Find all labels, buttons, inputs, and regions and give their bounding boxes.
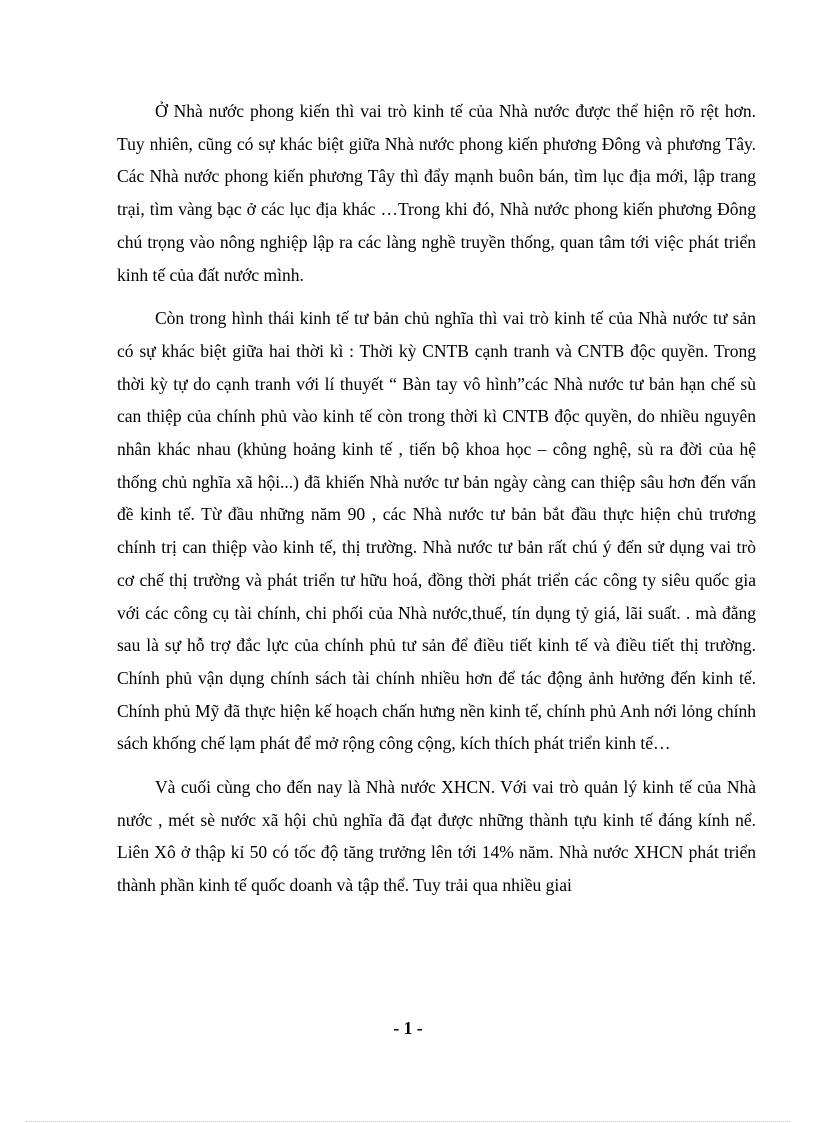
body-text [117, 95, 756, 913]
paragraph-feudal-state: Ở Nhà nước phong kiến thì vai trò kinh tế của Nhà nước được thể hiện rõ rệt hơn. Tuy nhiên, cũng có sự khác biệt giữa Nhà nước phong kiến phương Đông và phương Tây. Các Nhà nước phong kiến phương Tây thì đẩy mạnh buôn bán, tìm lục địa mới, lập trang trại, tìm vàng bạc ở các lục địa khác …Trong khi đó, Nhà nước phong kiến phương Đông chú trọng vào nông nghiệp lập ra các làng nghề truyền thống, quan tâm tới việc phát triển kinh tế của đất nước mình. [117, 101, 756, 285]
paragraph-capitalist-state: Còn trong hình thái kinh tế tư bản chủ nghĩa thì vai trò kinh tế của Nhà nước tư sản có sự khác biệt giữa hai thời kì : Thời kỳ CNTB cạnh tranh và CNTB độc quyền. Trong thời kỳ tự do cạnh tranh với lí thuyết “ Bàn tay vô hình”các Nhà nước tư bản hạn chế sù can thiệp của chính phủ vào kinh tế còn trong thời kì CNTB độc quyền, do nhiều nguyên nhân khác nhau (khủng hoảng kinh tế , tiến bộ khoa học – công nghệ, sù ra đời của hệ thống chủ nghĩa xã hội...) đã khiến Nhà nước tư bản ngày càng can thiệp sâu hơn đến vấn đề kinh tế. Từ đầu những năm 90 , các Nhà nước tư bản bắt đầu thực hiện chủ trương chính trị can thiệp vào kinh tế, thị trường. Nhà nước tư bản rất chú ý đến sử dụng vai trò cơ chế thị trường và phát triển tư hữu hoá, đồng thời phát triển các công ty siêu quốc gia với các công cụ tài chính, chi phối của Nhà nước,thuế, tín dụng tỷ giá, lãi suất. . mà đằng sau là sự hỗ trợ đắc lực của chính phủ tư sản để điều tiết kinh tế và điều tiết thị trường. Chính phủ vận dụng chính sách tài chính nhiều hơn để tác động ảnh hưởng đến kinh tế. Chính phủ Mỹ đã thực hiện kế hoạch chấn hưng nền kinh tế, chính phủ Anh nới lỏng chính sách khống chế lạm phát để mở rộng công cộng, kích thích phát triển kinh tế… [117, 308, 756, 754]
page-bottom-divider [26, 1121, 790, 1122]
page-number: - 1 - [393, 1018, 423, 1038]
paragraph-socialist-state: Và cuối cùng cho đến nay là Nhà nước XHCN. Với vai trò quản lý kinh tế của Nhà nước , mét sè nước xã hội chủ nghĩa đã đạt được những thành tựu kinh tế đáng kính nể. Liên Xô ở thập kỉ 50 có tốc độ tăng trưởng lên tới 14% năm. Nhà nước XHCN phát triển thành phần kinh tế quốc doanh và tập thể. Tuy trải qua nhiều giai [117, 777, 756, 896]
